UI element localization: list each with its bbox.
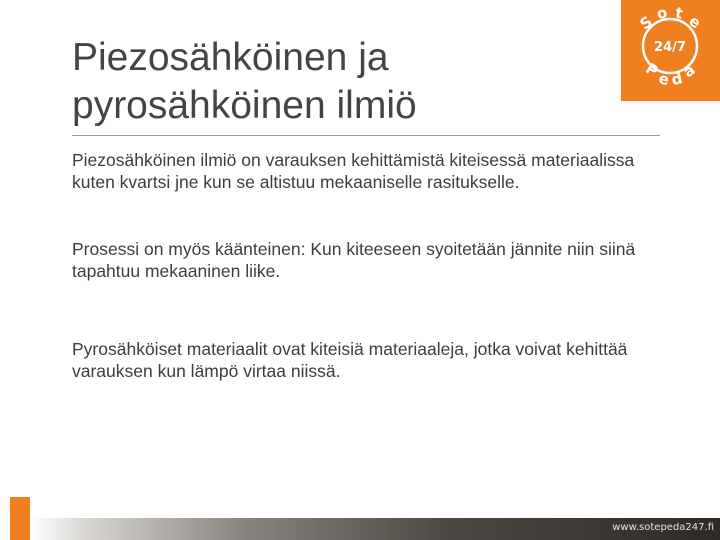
logo-letter-bottom-2: e (657, 69, 671, 89)
paragraph-pyro: Pyrosähköiset materiaalit ovat kiteisiä materiaaleja, jotka voivat kehittää varauksen kun lämpö virtaa niissä. (72, 339, 628, 381)
paragraph-piezo: Piezosähköinen ilmiö on varauksen kehittämistä kiteisessä materiaalissa kuten kvartsi jne kun se altistuu mekaaniselle rasitukselle. (72, 150, 635, 192)
slide-title: Piezosähköinen ja pyrosähköinen ilmiö (72, 36, 417, 127)
footer-url: www.sotepeda247.fi (612, 522, 714, 533)
logo-letter-top-2: o (655, 3, 669, 23)
logo-letter-top-4: e (685, 11, 705, 33)
sotepeda-logo (621, 0, 720, 101)
logo-letter-bottom-3: d (669, 69, 685, 90)
logo-letter-top-3: t (673, 3, 685, 23)
title-divider (72, 135, 660, 136)
paragraph-reverse-process: Prosessi on myös käänteinen: Kun kiteeseen syoitetään jännite niin siinä tapahtuu mekaaninen liike. (72, 239, 636, 281)
corner-accent-bar (10, 497, 30, 540)
logo-letter-bottom-4: a (679, 60, 699, 82)
logo-center-text: 24/7 (654, 40, 686, 55)
logo-letter-bottom-1: P (642, 59, 662, 81)
logo-letter-top-1: S (636, 12, 656, 34)
